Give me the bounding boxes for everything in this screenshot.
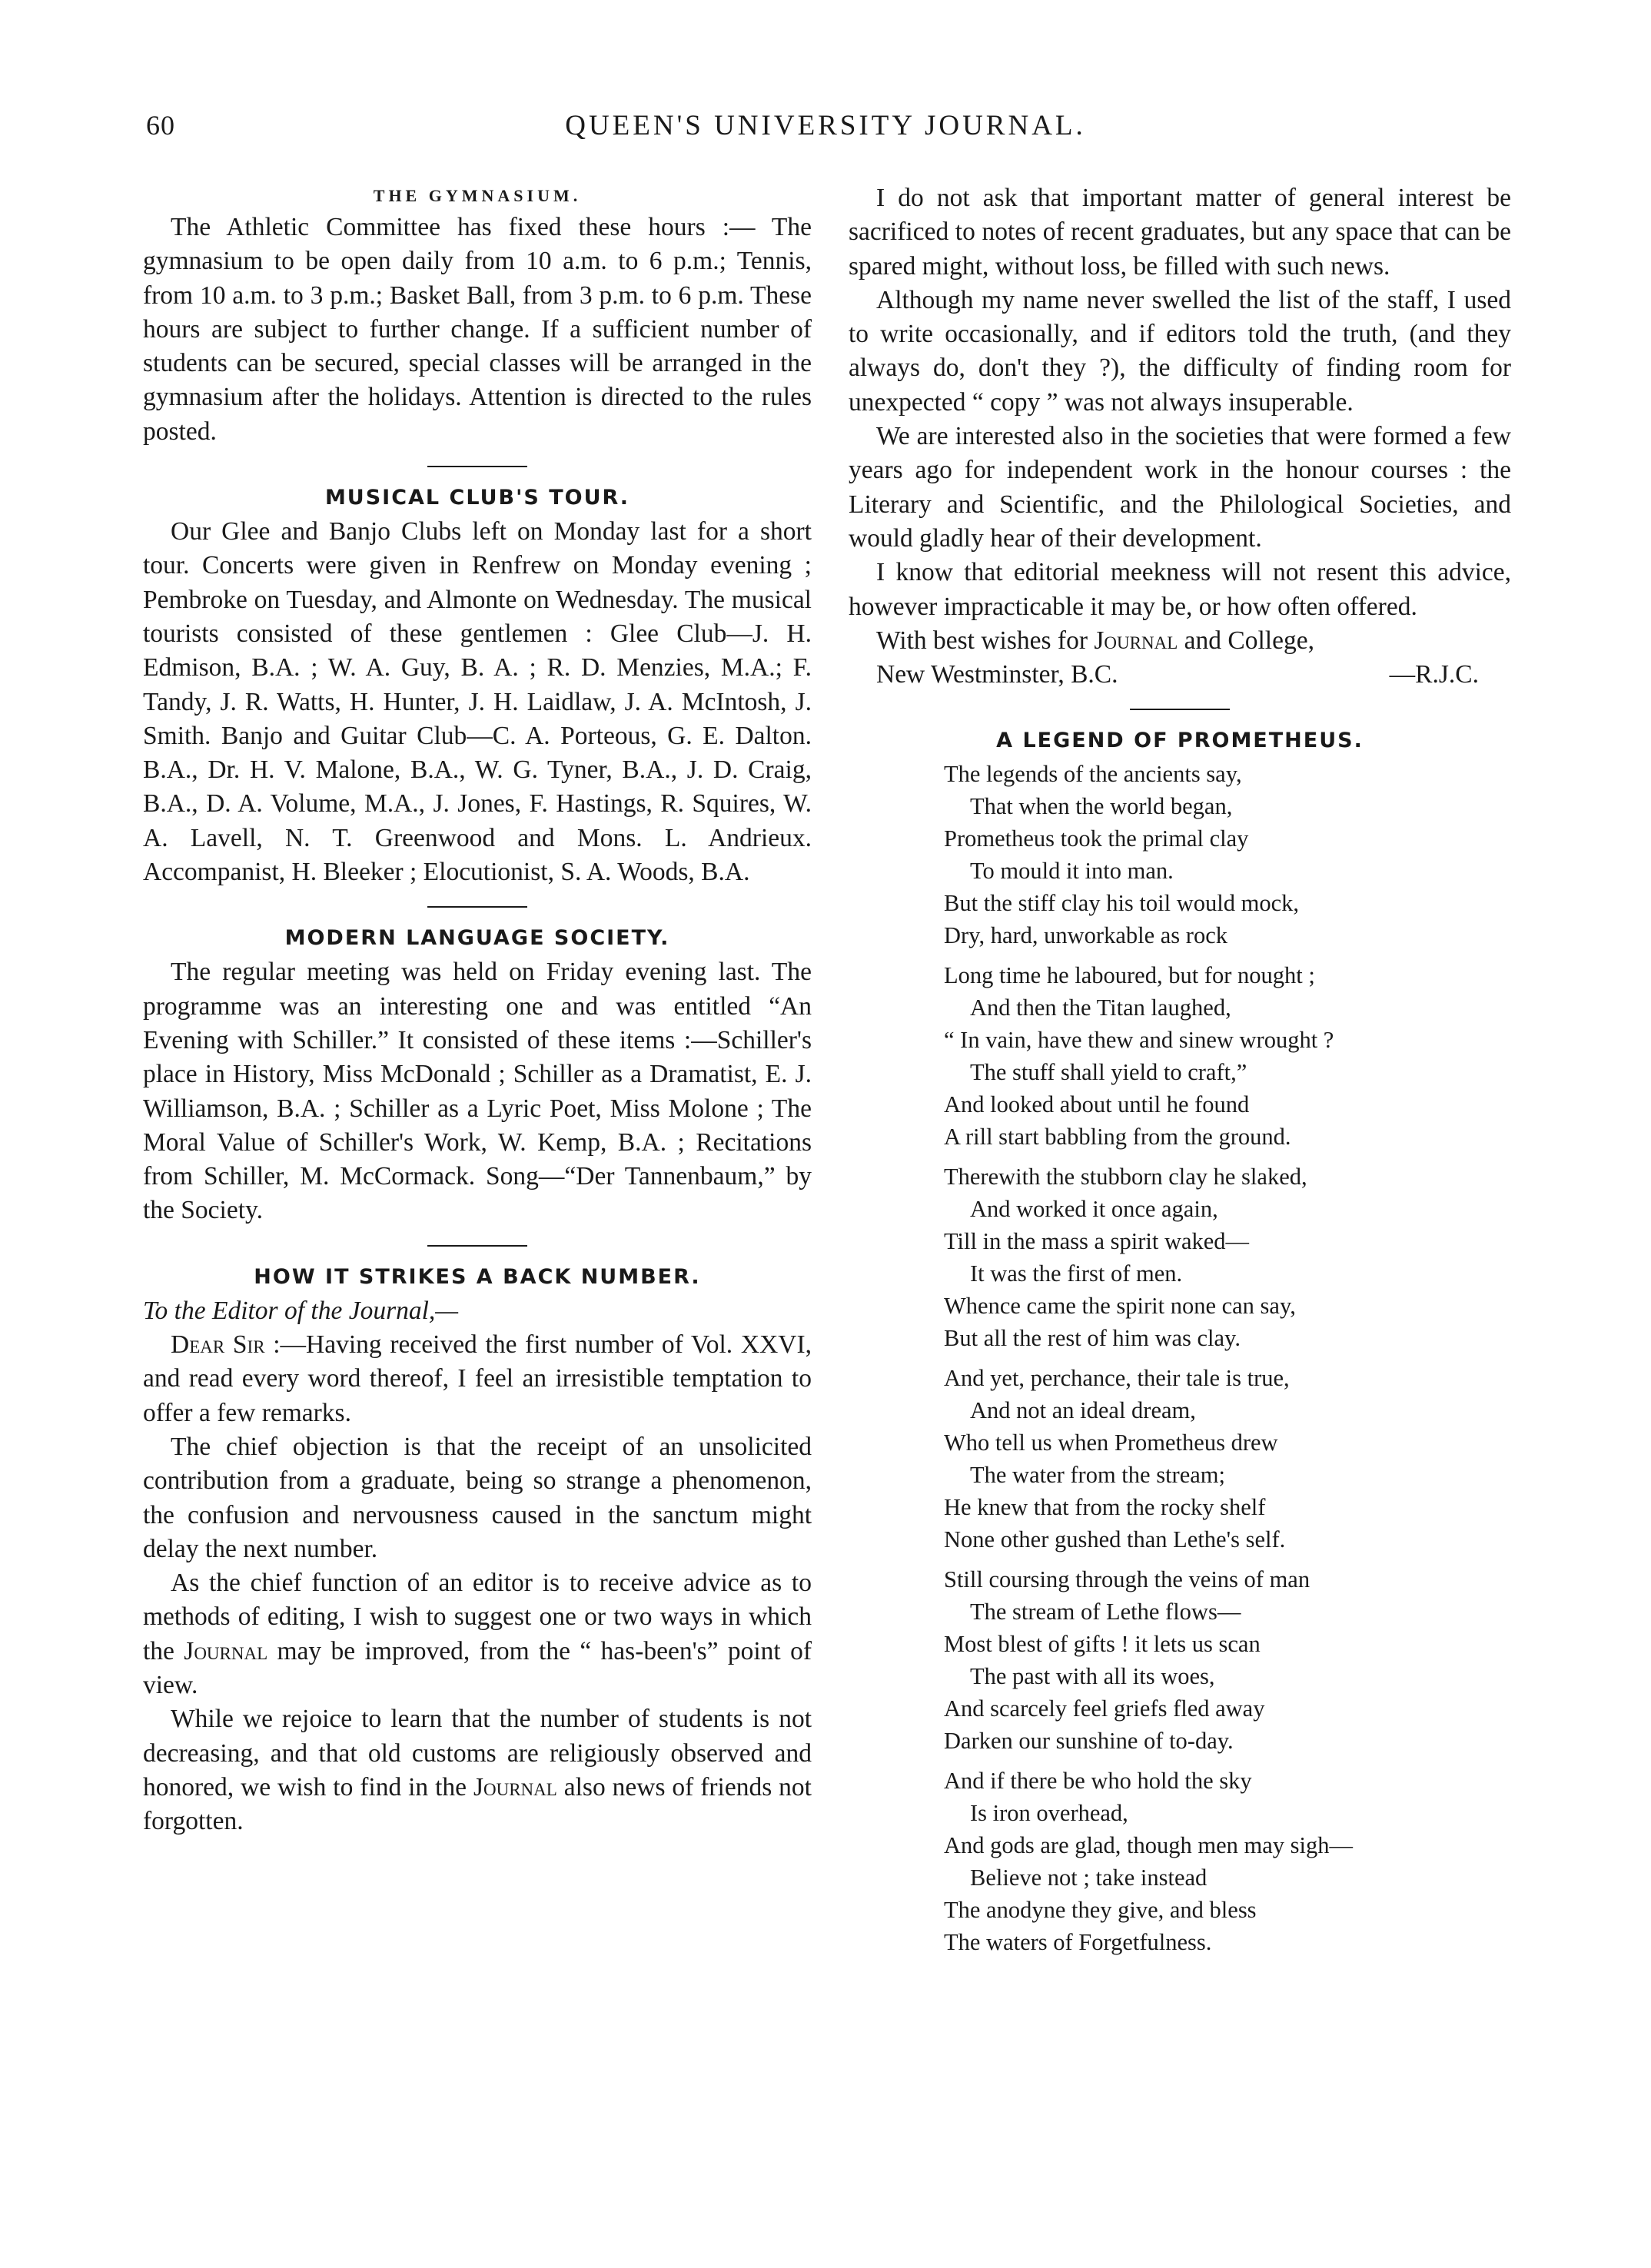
section-divider [427,906,527,908]
poem-line: The anodyne they give, and bless [944,1897,1257,1924]
poem-line: But all the rest of him was clay. [944,1325,1241,1352]
poem-line: Whence came the spirit none can say, [944,1293,1296,1320]
letter-text: and College, [1178,626,1314,655]
letter-salutation: To the Editor of the Journal,— [143,1296,459,1325]
page-number: 60 [146,110,175,141]
gymnasium-body: The Athletic Committee has fixed these hours :— The gymnasium to be open daily from 10 a.m. to 6 p.m.; Tennis, from 10 a.m. to 3 p.m.; Basket Ball, from 3 p.m. to 6 p.m. These hours are subject to further change. If a sufficient number of students can be secured, special classes will be arranged in the gymnasium after the holidays. Attention is directed to the rules posted. [143,213,812,446]
section-divider [427,466,527,467]
poem-line: It was the first of men. [970,1260,1183,1287]
poem-line: And yet, perchance, their tale is true, [944,1365,1290,1392]
letter-paragraph: The chief objection is that the receipt of an unsolicited contribution from a graduate, being so strange a phenomenon, the confusion and nervousness caused in the sanctum might delay the next number. [143,1432,812,1563]
poem-line: Till in the mass a spirit waked— [944,1228,1250,1255]
left-column [143,181,812,1838]
letter-place: New Westminster, B.C. [876,660,1118,689]
poem-line: Therewith the stubborn clay he slaked, [944,1164,1307,1190]
poem-line: The waters of Forgetfulness. [944,1929,1212,1956]
section-divider [1130,709,1230,710]
poem-line: And scarcely feel griefs fled away [944,1695,1265,1722]
poem-line: And then the Titan laughed, [970,995,1231,1021]
letter-paragraph: I do not ask that important matter of general interest be sacrificed to notes of recent graduates, but any space that can be spared might, without loss, be filled with such news. [849,184,1511,281]
gymnasium-heading: THE GYMNASIUM. [373,186,582,205]
letter-text: As the chief function of an editor is to receive advice as to methods of editing, I wish to suggest one or two ways in which the [143,1569,812,1665]
poem-line: And if there be who hold the sky [944,1768,1252,1795]
dear-sir-lead: Dear Sir [171,1330,265,1360]
letter-text: also news of friends not forgotten. [143,1772,812,1836]
poem-line: The stream of Lethe flows— [970,1599,1241,1625]
journal-name: Journal [184,1636,268,1665]
poem-line: Darken our sunshine of to-day. [944,1728,1234,1755]
right-column [849,181,1511,1966]
poem-line: A rill start babbling from the ground. [944,1124,1291,1151]
musical-club-heading: MUSICAL CLUB'S TOUR. [324,486,630,510]
poem-heading: A LEGEND OF PROMETHEUS. [996,729,1364,753]
poem-line: He knew that from the rocky shelf [944,1494,1266,1521]
poem-line: Prometheus took the primal clay [944,825,1249,852]
poem-line: Still coursing through the veins of man [944,1566,1311,1593]
poem-line: And looked about until he found [944,1091,1250,1118]
poem-line: Is iron overhead, [970,1800,1128,1827]
poem-stanza [944,1362,1511,1556]
poem-line: The legends of the ancients say, [944,761,1242,788]
letter-text: :—Having received the first number of Vol. XXVI, and read every word thereof, I feel an irresistible temptation to offer a few remarks. [143,1330,812,1427]
journal-name: Journal [473,1772,557,1801]
section-divider [427,1245,527,1247]
letter-paragraph: I know that editorial meekness will not resent this advice, however impracticable it may be, or how often offered. [849,558,1511,621]
letter-paragraph [143,1566,812,1702]
letter-signoff [849,658,1511,692]
modern-language-body: The regular meeting was held on Friday evening last. The programme was an interesting one and was entitled “An Evening with Schiller.” It consisted of these items :—Schiller's place in History, Miss McDonald ; Schiller as a Dramatist, E. J. Williamson, B.A. ; Schiller as a Lyric Poet, Miss Molone ; The Moral Value of Schiller's Work, W. Kemp, B.A. ; Recitations from Schiller, M. McCormack. Song—“Der Tannenbaum,” by the Society. [143,958,812,1225]
poem-line: And worked it once again, [970,1196,1218,1223]
poem-line: To mould it into man. [970,858,1174,885]
journal-name: Journal [1094,626,1178,655]
letter-closing [849,624,1511,658]
poem-line: The stuff shall yield to craft,” [970,1059,1247,1086]
poem-line: And not an ideal dream, [970,1397,1196,1424]
letter-paragraph: Although my name never swelled the list of the staff, I used to write occasionally, and if editors told the truth, (and they always do, don't they ?), the difficulty of finding room for unexpected “ copy ” was not always insuperable. [849,285,1511,417]
poem-line: Believe not ; take instead [970,1865,1208,1891]
poem-stanza [944,1161,1511,1354]
poem-line: Most blest of gifts ! it lets us scan [944,1631,1261,1658]
musical-club-body: Our Glee and Banjo Clubs left on Monday last for a short tour. Concerts were given in Renfrew on Monday evening ; Pembroke on Tuesday, and Almonte on Wednesday. The musical tourists consisted of these gentlemen : Glee Club—J. H. Edmison, B.A. ; W. A. Guy, B. A. ; R. D. Menzies, M.A.; F. Tandy, J. R. Watts, H. Hunter, J. H. Laidlaw, J. A. McIntosh, J. Smith. Banjo and Guitar Club—C. A. Porteous, G. E. Dalton. B.A., Dr. H. V. Malone, B.A., W. G. Tyner, B.A., J. D. Craig, B.A., D. A. Volume, M.A., J. Jones, F. Hastings, R. Squires, W. A. Lavell, N. T. Greenwood and Mons. L. Andrieux. Accompanist, H. Bleeker ; Elocutionist, S. A. Woods, B.A. [143,517,812,887]
poem-line: Long time he laboured, but for nought ; [944,962,1315,989]
poem-line: Who tell us when Prometheus drew [944,1430,1278,1456]
poem-line: But the stiff clay his toil would mock, [944,890,1299,917]
poem-line: And gods are glad, though men may sigh— [944,1832,1353,1859]
letter-paragraph [143,1702,812,1838]
poem-line: None other gushed than Lethe's self. [944,1526,1286,1553]
letter-paragraph [143,1328,812,1430]
poem-line: “ In vain, have thew and sinew wrought ? [944,1027,1334,1054]
poem-line: The past with all its woes, [970,1663,1215,1690]
letter-text: With best wishes for [876,626,1095,655]
letter-paragraph: We are interested also in the societies that were formed a few years ago for independent work in the honour courses : the Literary and Scientific, and the Philological Societies, and would gladly hear of their development. [849,422,1511,553]
back-number-heading: HOW IT STRIKES A BACK NUMBER. [254,1264,701,1289]
poem-stanza [944,959,1511,1153]
poem-line: That when the world began, [970,793,1233,820]
poem-stanza [944,758,1511,951]
letter-text: may be improved, from the “ has-been's” point of view. [143,1636,812,1699]
running-title: QUEEN'S UNIVERSITY JOURNAL. [565,110,1086,141]
poem-line: The water from the stream; [970,1462,1225,1489]
poem-line: Dry, hard, unworkable as rock [944,922,1227,949]
modern-language-heading: MODERN LANGUAGE SOCIETY. [284,926,670,951]
letter-signature: —R.J.C. [1389,660,1479,689]
poem-stanza [944,1563,1511,1757]
poem-stanza [944,1765,1511,1958]
poem [944,758,1511,1958]
letter-text: While we rejoice to learn that the number of students is not decreasing, and that old customs are religiously observed and honored, we wish to find in the [143,1705,812,1801]
